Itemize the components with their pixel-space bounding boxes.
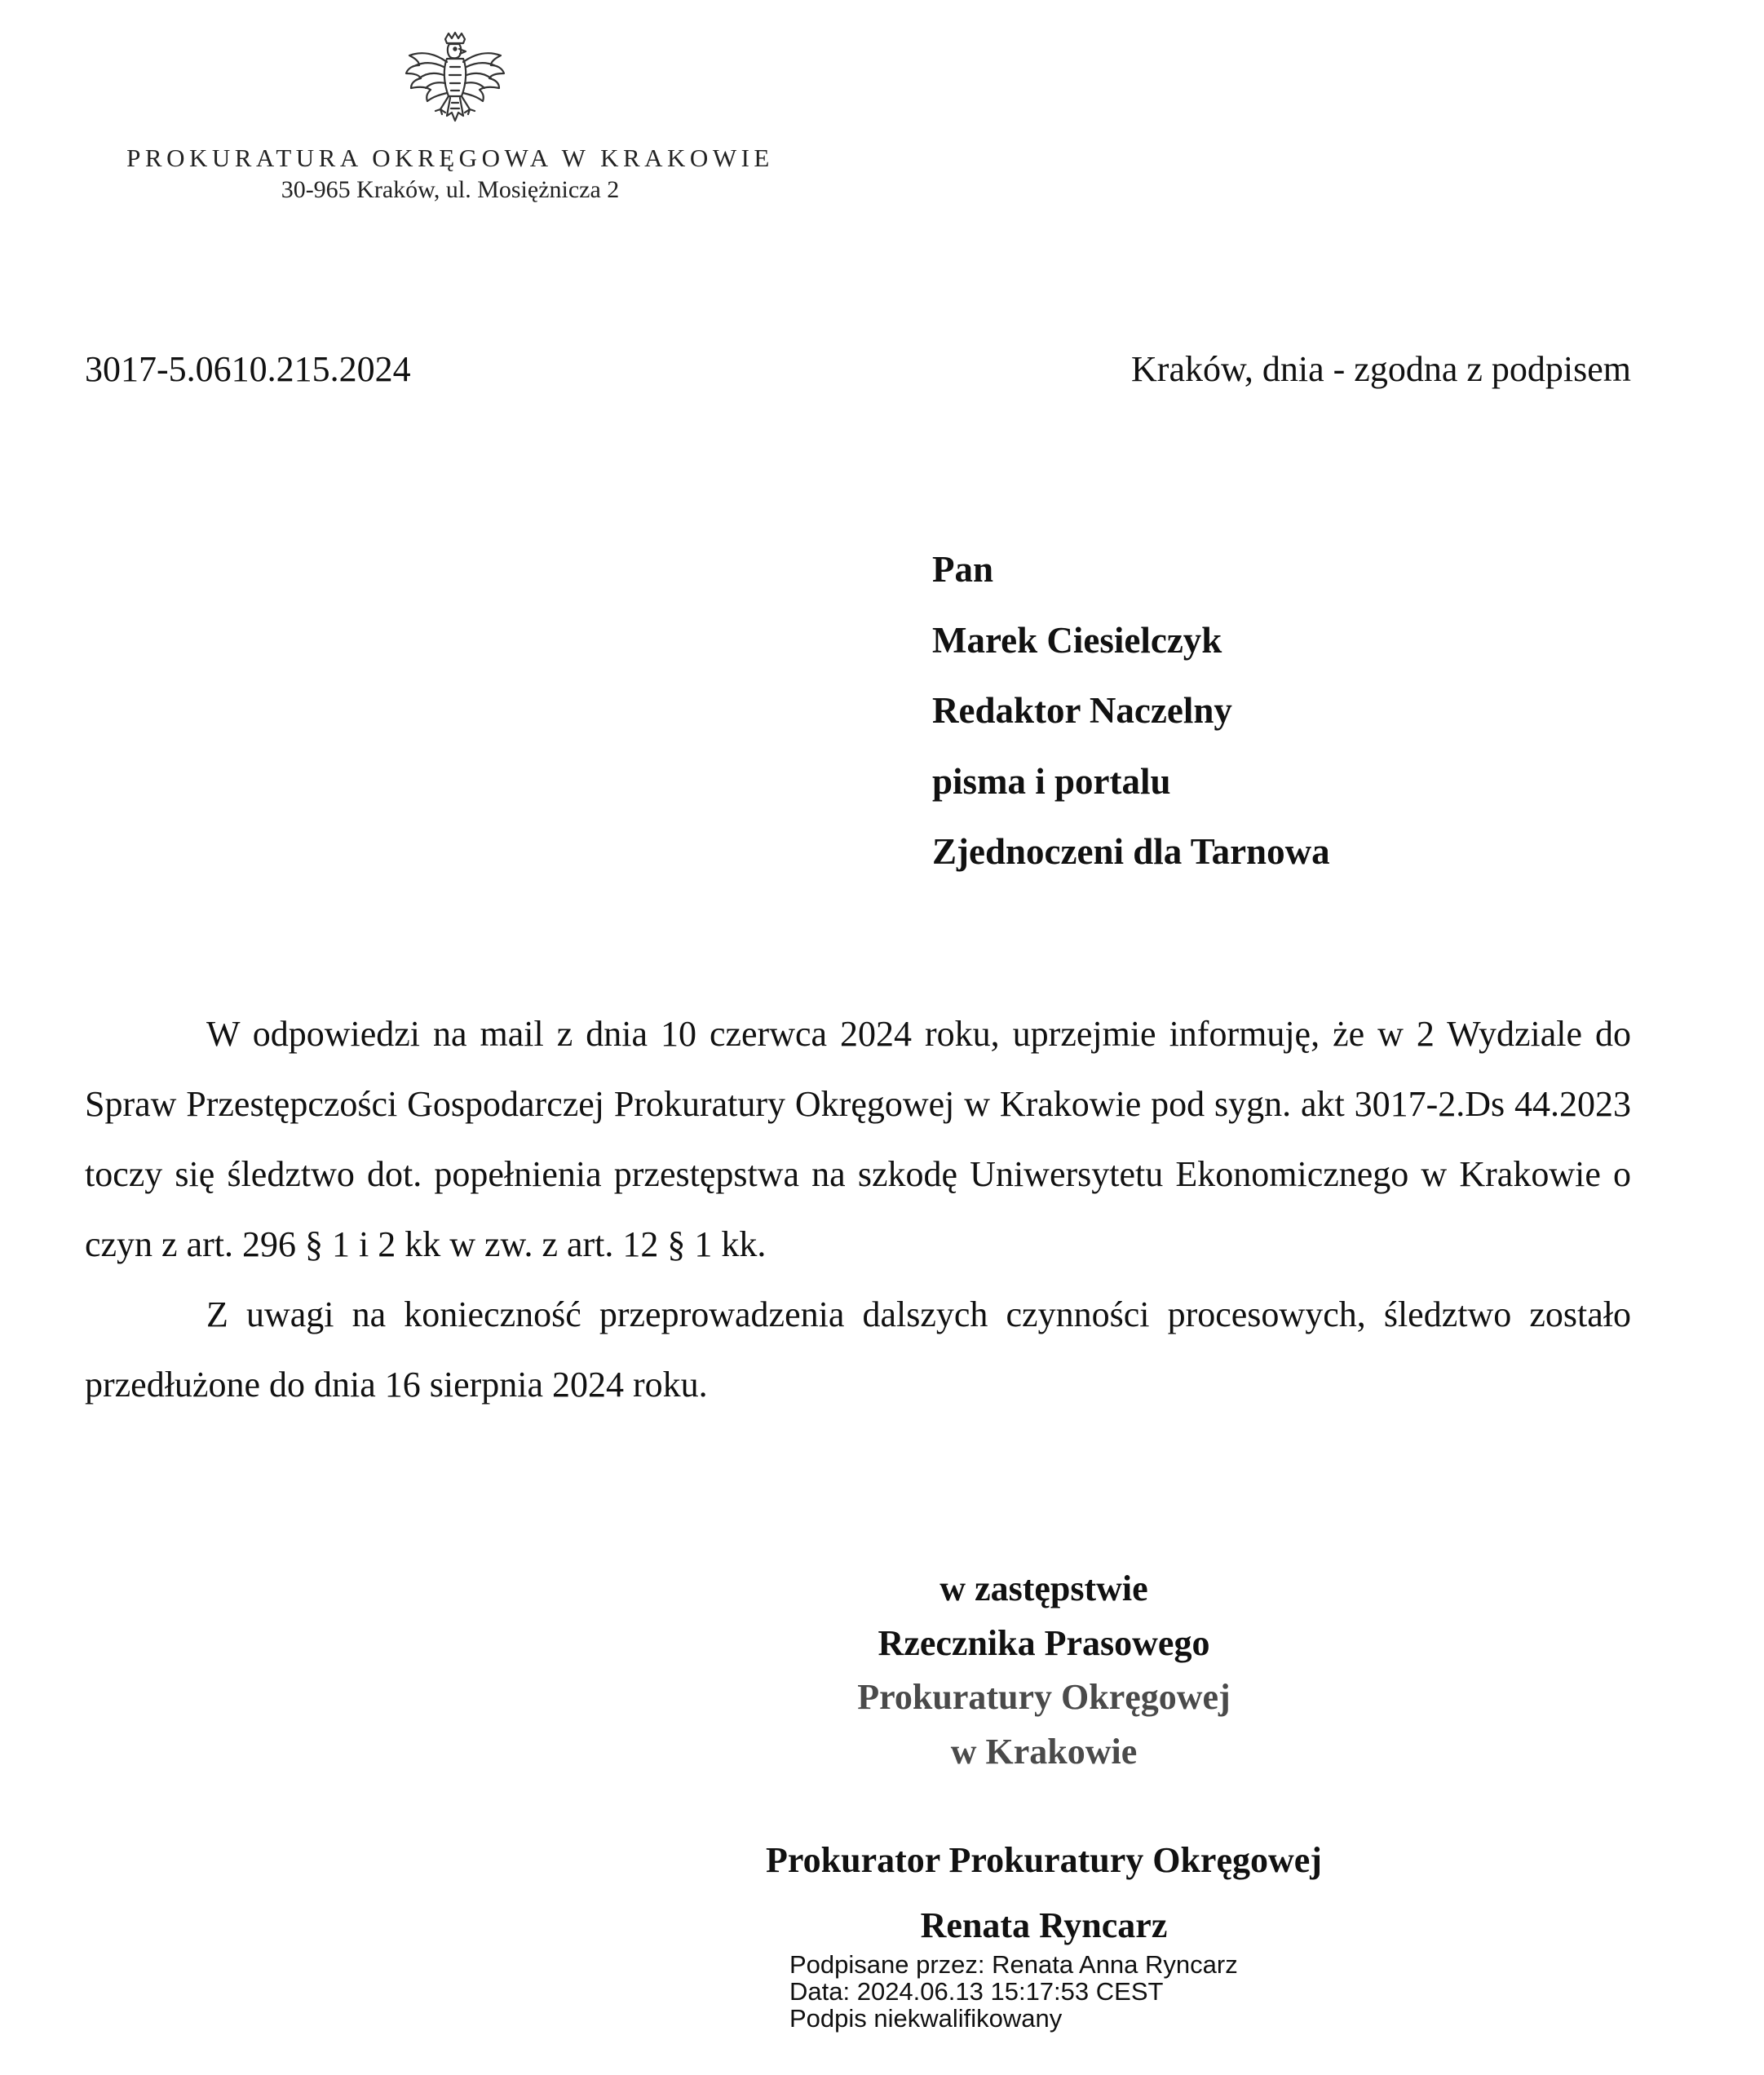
deputy-line: w zastępstwie <box>939 1568 1148 1608</box>
recipient-publication: pisma i portalu <box>932 760 1171 802</box>
recipient-name: Marek Ciesielczyk <box>932 619 1222 661</box>
letter-body <box>85 999 1631 1420</box>
polish-eagle-emblem-icon <box>398 31 512 145</box>
prosecutor-title: Prokurator Prokuratury Okręgowej <box>766 1840 1322 1880</box>
deputy-line: w Krakowie <box>950 1731 1138 1772</box>
recipient-position: Redaktor Naczelny <box>932 690 1232 731</box>
deputy-line: Rzecznika Prasowego <box>878 1622 1210 1663</box>
signature-date: Data: 2024.06.13 15:17:53 CEST <box>789 1977 1164 2006</box>
recipient-block <box>932 534 1330 887</box>
signed-by: Podpisane przez: Renata Anna Ryncarz <box>789 1950 1238 1979</box>
recipient-publication-name: Zjednoczeni dla Tarnowa <box>932 831 1330 872</box>
case-number: 3017-5.0610.215.2024 <box>85 349 411 389</box>
electronic-signature-info <box>789 1951 1238 2032</box>
signature-type: Podpis niekwalifikowany <box>789 2004 1063 2033</box>
place-date: Kraków, dnia - zgodna z podpisem <box>1131 349 1631 389</box>
prosecutor-name: Renata Ryncarz <box>920 1905 1168 1945</box>
recipient-salutation: Pan <box>932 549 994 590</box>
body-paragraph: W odpowiedzi na mail z dnia 10 czerwca 2024 roku, uprzejmie informuję, że w 2 Wydziale do Spraw Przestępczości Gospodarczej Prokuratury Okręgowej w Krakowie pod sygn. akt 3017-2.Ds 44.2023 toczy się śledztwo dot. popełnienia przestępstwa na szkodę Uniwersytetu Ekonomicznego w Krakowie o czyn z art. 296 § 1 i 2 kk w zw. z art. 12 § 1 kk. <box>85 1014 1631 1264</box>
institution-address: 30-965 Kraków, ul. Mosiężnicza 2 <box>281 176 620 203</box>
body-paragraph: Z uwagi na konieczność przeprowadzenia dalszych czynności procesowych, śledztwo zostało przedłużone do dnia 16 sierpnia 2024 roku. <box>85 1294 1631 1405</box>
deputy-signature-block <box>734 1562 1354 1779</box>
deputy-line: Prokuratury Okręgowej <box>857 1677 1231 1717</box>
institution-name: PROKURATURA OKRĘGOWA W KRAKOWIE <box>126 144 774 172</box>
